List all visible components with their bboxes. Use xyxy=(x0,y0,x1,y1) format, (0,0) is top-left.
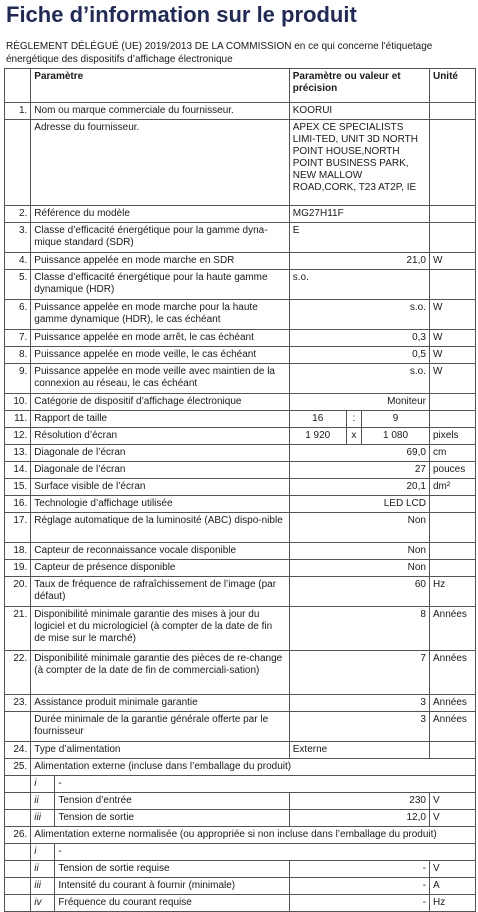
row-parameter: Adresse du fournisseur. xyxy=(31,120,289,206)
table-row xyxy=(5,120,476,206)
table-row xyxy=(5,270,476,300)
row-value: 8 xyxy=(289,607,429,651)
row-unit xyxy=(429,394,475,411)
row-unit xyxy=(429,560,475,577)
sub-row-index: i xyxy=(31,776,55,793)
sub-row-index: i xyxy=(31,844,55,861)
row-unit xyxy=(429,206,475,223)
table-row xyxy=(5,394,476,411)
row-number: 25. xyxy=(5,759,31,776)
row-number: 23. xyxy=(5,695,31,712)
row-unit xyxy=(429,496,475,513)
row-unit: W xyxy=(429,347,475,364)
table-row xyxy=(5,300,476,330)
row-value: 3 xyxy=(289,712,429,742)
row-number: 12. xyxy=(5,428,31,445)
row-unit: Hz xyxy=(429,577,475,607)
table-row xyxy=(5,695,476,712)
row-unit xyxy=(429,742,475,759)
row-value: APEX CE SPECIALISTS LIMI-TED, UNIT 3D NORTH POINT HOUSE,NORTH POINT BUSINESS PARK, NEW MALLOW ROAD,CORK, T23 AT2P, IE xyxy=(289,120,429,206)
table-row xyxy=(5,103,476,120)
row-parameter: Puissance appelée en mode veille, le cas échéant xyxy=(31,347,289,364)
row-value: Non xyxy=(289,560,429,577)
row-value: - xyxy=(289,878,429,895)
row-number: 13. xyxy=(5,445,31,462)
column-header-unit: Unité xyxy=(429,69,475,103)
row-parameter: Taux de fréquence de rafraîchissement de l’image (par défaut) xyxy=(31,577,289,607)
row-parameter: Tension d’entrée xyxy=(55,793,289,810)
row-parameter: Tension de sortie requise xyxy=(55,861,289,878)
table-row xyxy=(5,844,476,861)
resolution-width: 1 920 xyxy=(289,428,346,445)
row-value: Externe xyxy=(289,742,429,759)
row-parameter: Puissance appelée en mode veille avec maintien de la connexion au réseau, le cas échéant xyxy=(31,364,289,394)
table-row xyxy=(5,445,476,462)
row-number: 3. xyxy=(5,223,31,253)
row-section-heading: Alimentation externe normalisée (ou appropriée si non incluse dans l’emballage du produit) xyxy=(31,827,476,844)
row-value: 20,1 xyxy=(289,479,429,496)
row-value: Non xyxy=(289,513,429,543)
table-row xyxy=(5,411,476,428)
table-row xyxy=(5,479,476,496)
row-unit: pouces xyxy=(429,462,475,479)
sub-row-index: ii xyxy=(31,793,55,810)
resolution-separator: x xyxy=(346,428,361,445)
row-value: 0,3 xyxy=(289,330,429,347)
row-parameter: Diagonale de l’écran xyxy=(31,445,289,462)
row-parameter: Tension de sortie xyxy=(55,810,289,827)
row-parameter: Puissance appelée en mode marche pour la haute gamme dynamique (HDR), le cas échéant xyxy=(31,300,289,330)
row-value: s.o. xyxy=(289,300,429,330)
row-value: 27 xyxy=(289,462,429,479)
row-parameter: Assistance produit minimale garantie xyxy=(31,695,289,712)
row-parameter: Disponibilité minimale garantie des pièces de re-change (à compter de la date de fin de commerciali-sation) xyxy=(31,651,289,695)
row-unit: W xyxy=(429,330,475,347)
row-value: 21,0 xyxy=(289,253,429,270)
row-unit xyxy=(429,223,475,253)
table-row xyxy=(5,651,476,695)
table-row xyxy=(5,206,476,223)
row-unit: Années xyxy=(429,695,475,712)
row-value: E xyxy=(289,223,429,253)
row-value: KOORUI xyxy=(289,103,429,120)
row-parameter: Diagonale de l’écran xyxy=(31,462,289,479)
product-sheet-table xyxy=(4,68,476,912)
row-unit: V xyxy=(429,793,475,810)
row-parameter: Classe d’efficacité énergétique pour la gamme dyna-mique standard (SDR) xyxy=(31,223,289,253)
row-unit xyxy=(429,543,475,560)
table-row xyxy=(5,223,476,253)
row-parameter: Nom ou marque commerciale du fournisseur. xyxy=(31,103,289,120)
row-value: 12,0 xyxy=(289,810,429,827)
row-unit: Années xyxy=(429,712,475,742)
table-row xyxy=(5,895,476,912)
aspect-ratio-height: 9 xyxy=(362,411,430,428)
row-number: 19. xyxy=(5,560,31,577)
row-parameter: Réglage automatique de la luminosité (ABC) dispo-nible xyxy=(31,513,289,543)
row-number: 7. xyxy=(5,330,31,347)
sub-row-index: ii xyxy=(31,861,55,878)
page-title: Fiche d’information sur le produit xyxy=(6,2,357,27)
table-row xyxy=(5,878,476,895)
table-row xyxy=(5,462,476,479)
row-parameter: Durée minimale de la garantie générale offerte par le fournisseur xyxy=(31,712,289,742)
row-parameter: Type d’alimentation xyxy=(31,742,289,759)
row-parameter: Référence du modèle xyxy=(31,206,289,223)
row-number: 14. xyxy=(5,462,31,479)
row-parameter: - xyxy=(55,844,476,861)
row-value: 60 xyxy=(289,577,429,607)
table-row xyxy=(5,861,476,878)
row-parameter: Rapport de taille xyxy=(31,411,289,428)
row-value: MG27H11F xyxy=(289,206,429,223)
row-unit: pixels xyxy=(429,428,475,445)
table-row xyxy=(5,428,476,445)
row-value: - xyxy=(289,861,429,878)
row-number: 4. xyxy=(5,253,31,270)
row-unit: W xyxy=(429,300,475,330)
row-parameter: Puissance appelée en mode arrêt, le cas échéant xyxy=(31,330,289,347)
table-row xyxy=(5,810,476,827)
row-parameter: Capteur de reconnaissance vocale disponible xyxy=(31,543,289,560)
row-number: 20. xyxy=(5,577,31,607)
sub-row-index: iii xyxy=(31,810,55,827)
row-number: 10. xyxy=(5,394,31,411)
row-parameter: Résolution d’écran xyxy=(31,428,289,445)
row-number: 18. xyxy=(5,543,31,560)
table-row xyxy=(5,364,476,394)
aspect-ratio-separator: : xyxy=(346,411,361,428)
row-section-heading: Alimentation externe (incluse dans l’emballage du produit) xyxy=(31,759,476,776)
row-parameter: Intensité du courant à fournir (minimale) xyxy=(55,878,289,895)
row-parameter: Catégorie de dispositif d’affichage électronique xyxy=(31,394,289,411)
row-unit xyxy=(429,513,475,543)
row-value: s.o. xyxy=(289,270,429,300)
row-parameter: - xyxy=(55,776,476,793)
column-header-value: Paramètre ou valeur et précision xyxy=(289,69,429,103)
row-parameter: Capteur de présence disponible xyxy=(31,560,289,577)
aspect-ratio-width: 16 xyxy=(289,411,346,428)
row-value: LED LCD xyxy=(289,496,429,513)
row-number: 21. xyxy=(5,607,31,651)
row-value: 0,5 xyxy=(289,347,429,364)
row-parameter: Disponibilité minimale garantie des mises à jour du logiciel et du micrologiciel (à compter de la date de fin de mise sur le marché) xyxy=(31,607,289,651)
row-unit xyxy=(429,120,475,206)
table-row xyxy=(5,742,476,759)
row-parameter: Surface visible de l’écran xyxy=(31,479,289,496)
row-parameter: Fréquence du courant requise xyxy=(55,895,289,912)
row-number: 5. xyxy=(5,270,31,300)
table-row xyxy=(5,712,476,742)
row-value: s.o. xyxy=(289,364,429,394)
table-row xyxy=(5,496,476,513)
row-unit: Années xyxy=(429,607,475,651)
table-row xyxy=(5,759,476,776)
row-value: 7 xyxy=(289,651,429,695)
row-unit: W xyxy=(429,364,475,394)
table-row xyxy=(5,560,476,577)
row-unit: dm² xyxy=(429,479,475,496)
row-parameter: Puissance appelée en mode marche en SDR xyxy=(31,253,289,270)
row-number: 2. xyxy=(5,206,31,223)
row-number: 24. xyxy=(5,742,31,759)
row-value: - xyxy=(289,895,429,912)
row-parameter: Technologie d’affichage utilisée xyxy=(31,496,289,513)
row-number: 26. xyxy=(5,827,31,844)
table-row xyxy=(5,513,476,543)
row-unit: W xyxy=(429,253,475,270)
table-row xyxy=(5,793,476,810)
row-unit: V xyxy=(429,810,475,827)
row-value: 3 xyxy=(289,695,429,712)
sub-row-index: iv xyxy=(31,895,55,912)
row-number: 9. xyxy=(5,364,31,394)
row-number: 6. xyxy=(5,300,31,330)
table-row xyxy=(5,330,476,347)
table-row xyxy=(5,827,476,844)
table-row xyxy=(5,607,476,651)
row-number: 16. xyxy=(5,496,31,513)
row-unit xyxy=(429,411,475,428)
table-row xyxy=(5,776,476,793)
row-number: 22. xyxy=(5,651,31,695)
table-row xyxy=(5,577,476,607)
row-number: 8. xyxy=(5,347,31,364)
row-unit xyxy=(429,270,475,300)
resolution-height: 1 080 xyxy=(362,428,430,445)
table-header-row xyxy=(5,69,476,103)
regulation-intro: RÈGLEMENT DÉLÉGUÉ (UE) 2019/2013 DE LA COMMISSION en ce qui concerne l'étiquetage énergétique des dispositifs d’affichage électronique xyxy=(6,41,433,65)
row-number: 17. xyxy=(5,513,31,543)
row-value: Moniteur xyxy=(289,394,429,411)
sub-row-index: iii xyxy=(31,878,55,895)
row-number: 11. xyxy=(5,411,31,428)
table-row xyxy=(5,347,476,364)
row-unit: Hz xyxy=(429,895,475,912)
row-number: 1. xyxy=(5,103,31,120)
table-row xyxy=(5,543,476,560)
row-value: 230 xyxy=(289,793,429,810)
row-unit xyxy=(429,103,475,120)
row-unit: cm xyxy=(429,445,475,462)
row-parameter: Classe d’efficacité énergétique pour la haute gamme dynamique (HDR) xyxy=(31,270,289,300)
row-value: Non xyxy=(289,543,429,560)
row-value: 69,0 xyxy=(289,445,429,462)
row-unit: Années xyxy=(429,651,475,695)
table-row xyxy=(5,253,476,270)
row-number: 15. xyxy=(5,479,31,496)
row-unit: A xyxy=(429,878,475,895)
column-header-param: Paramètre xyxy=(31,69,289,103)
row-unit: V xyxy=(429,861,475,878)
